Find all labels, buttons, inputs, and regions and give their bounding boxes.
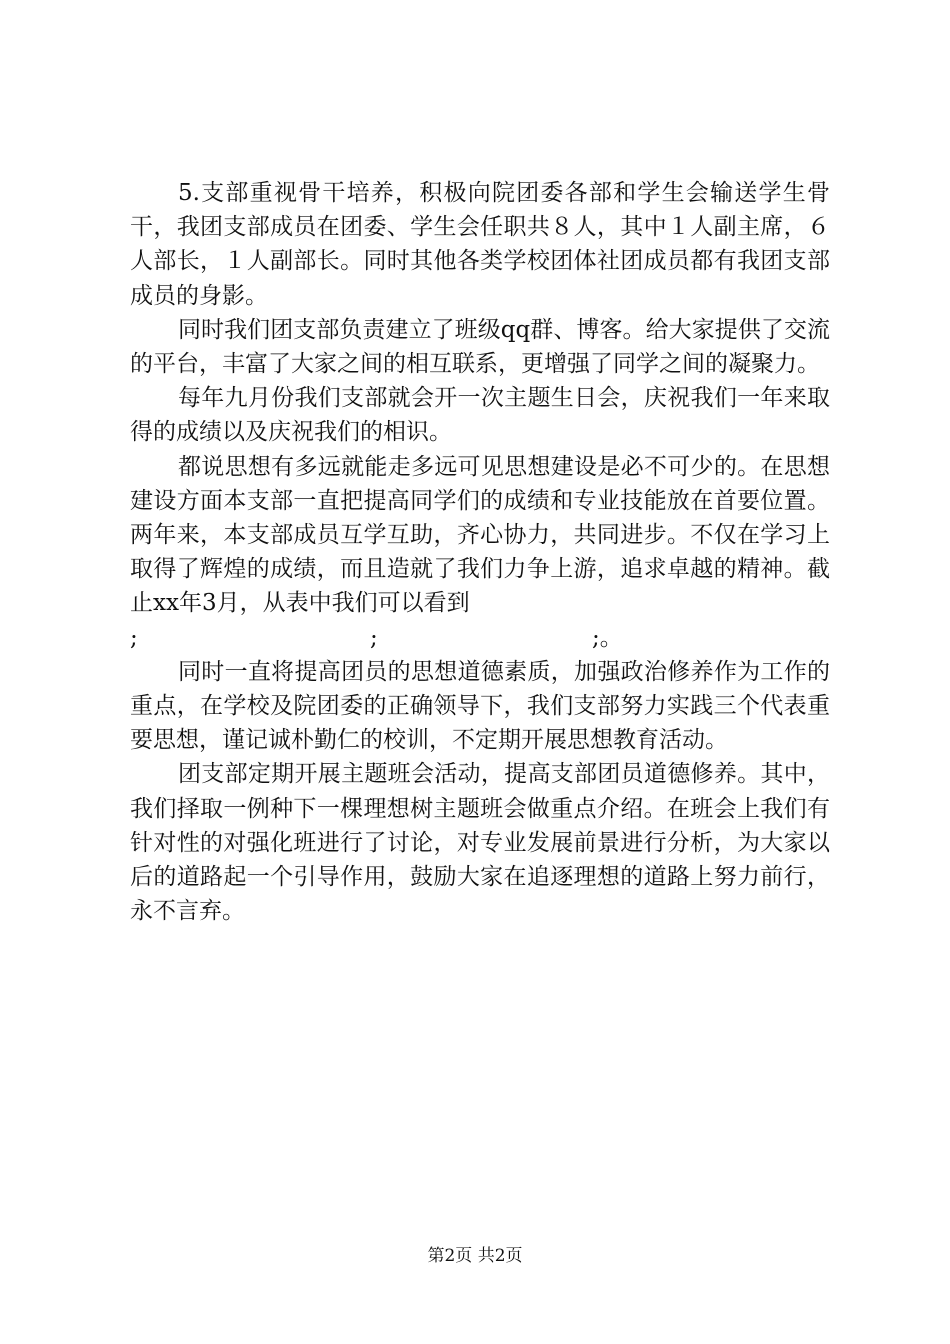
paragraph-ideology-building: 都说思想有多远就能走多远可见思想建设是必不可少的。在思想建设方面本支部一直把提高同学们的成绩和专业技能放在首要位置。两年来，本支部成员互学互助，齐心协力，共同进步。不仅在学习上取得了辉煌的成绩，而且造就了我们力争上游，追求卓越的精神。截止xx年3月，从表中我们可以看到 — [130, 453, 830, 617]
page-footer: 第2页 共2页 — [427, 1246, 523, 1266]
semicolon-blank-line — [130, 621, 830, 655]
semicolon-end: ;。 — [592, 624, 623, 651]
paragraph-cadre-training: 5.支部重视骨干培养，积极向院团委各部和学生会输送学生骨干，我团支部成员在团委、学生会任职共８人，其中１人副主席，６人部长，１人副部长。同时其他各类学校团体社团成员都有我团支部成员的身影。 — [130, 180, 830, 309]
paragraph-qq-group: 同时我们团支部负责建立了班级qq群、博客。给大家提供了交流的平台，丰富了大家之间的相互联系，更增强了同学之间的凝聚力。 — [130, 316, 830, 378]
paragraph-moral-quality: 同时一直将提高团员的思想道德素质，加强政治修养作为工作的重点，在学校及院团委的正确领导下，我们支部努力实践三个代表重要思想，谨记诚朴勤仁的校训，不定期开展思想教育活动。 — [130, 658, 830, 754]
semicolon-1: ; — [130, 624, 138, 651]
paragraph-class-meeting: 团支部定期开展主题班会活动，提高支部团员道德修养。其中，我们择取一例种下一棵理想树主题班会做重点介绍。在班会上我们有针对性的对强化班进行了讨论，对专业发展前景进行分析，为大家以后的道路起一个引导作用，鼓励大家在追逐理想的道路上努力前行，永不言弃。 — [130, 761, 830, 925]
semicolon-2: ; — [370, 624, 378, 651]
paragraph-birthday-meeting: 每年九月份我们支部就会开一次主题生日会，庆祝我们一年来取得的成绩以及庆祝我们的相识。 — [130, 385, 830, 446]
document-body — [130, 176, 830, 928]
